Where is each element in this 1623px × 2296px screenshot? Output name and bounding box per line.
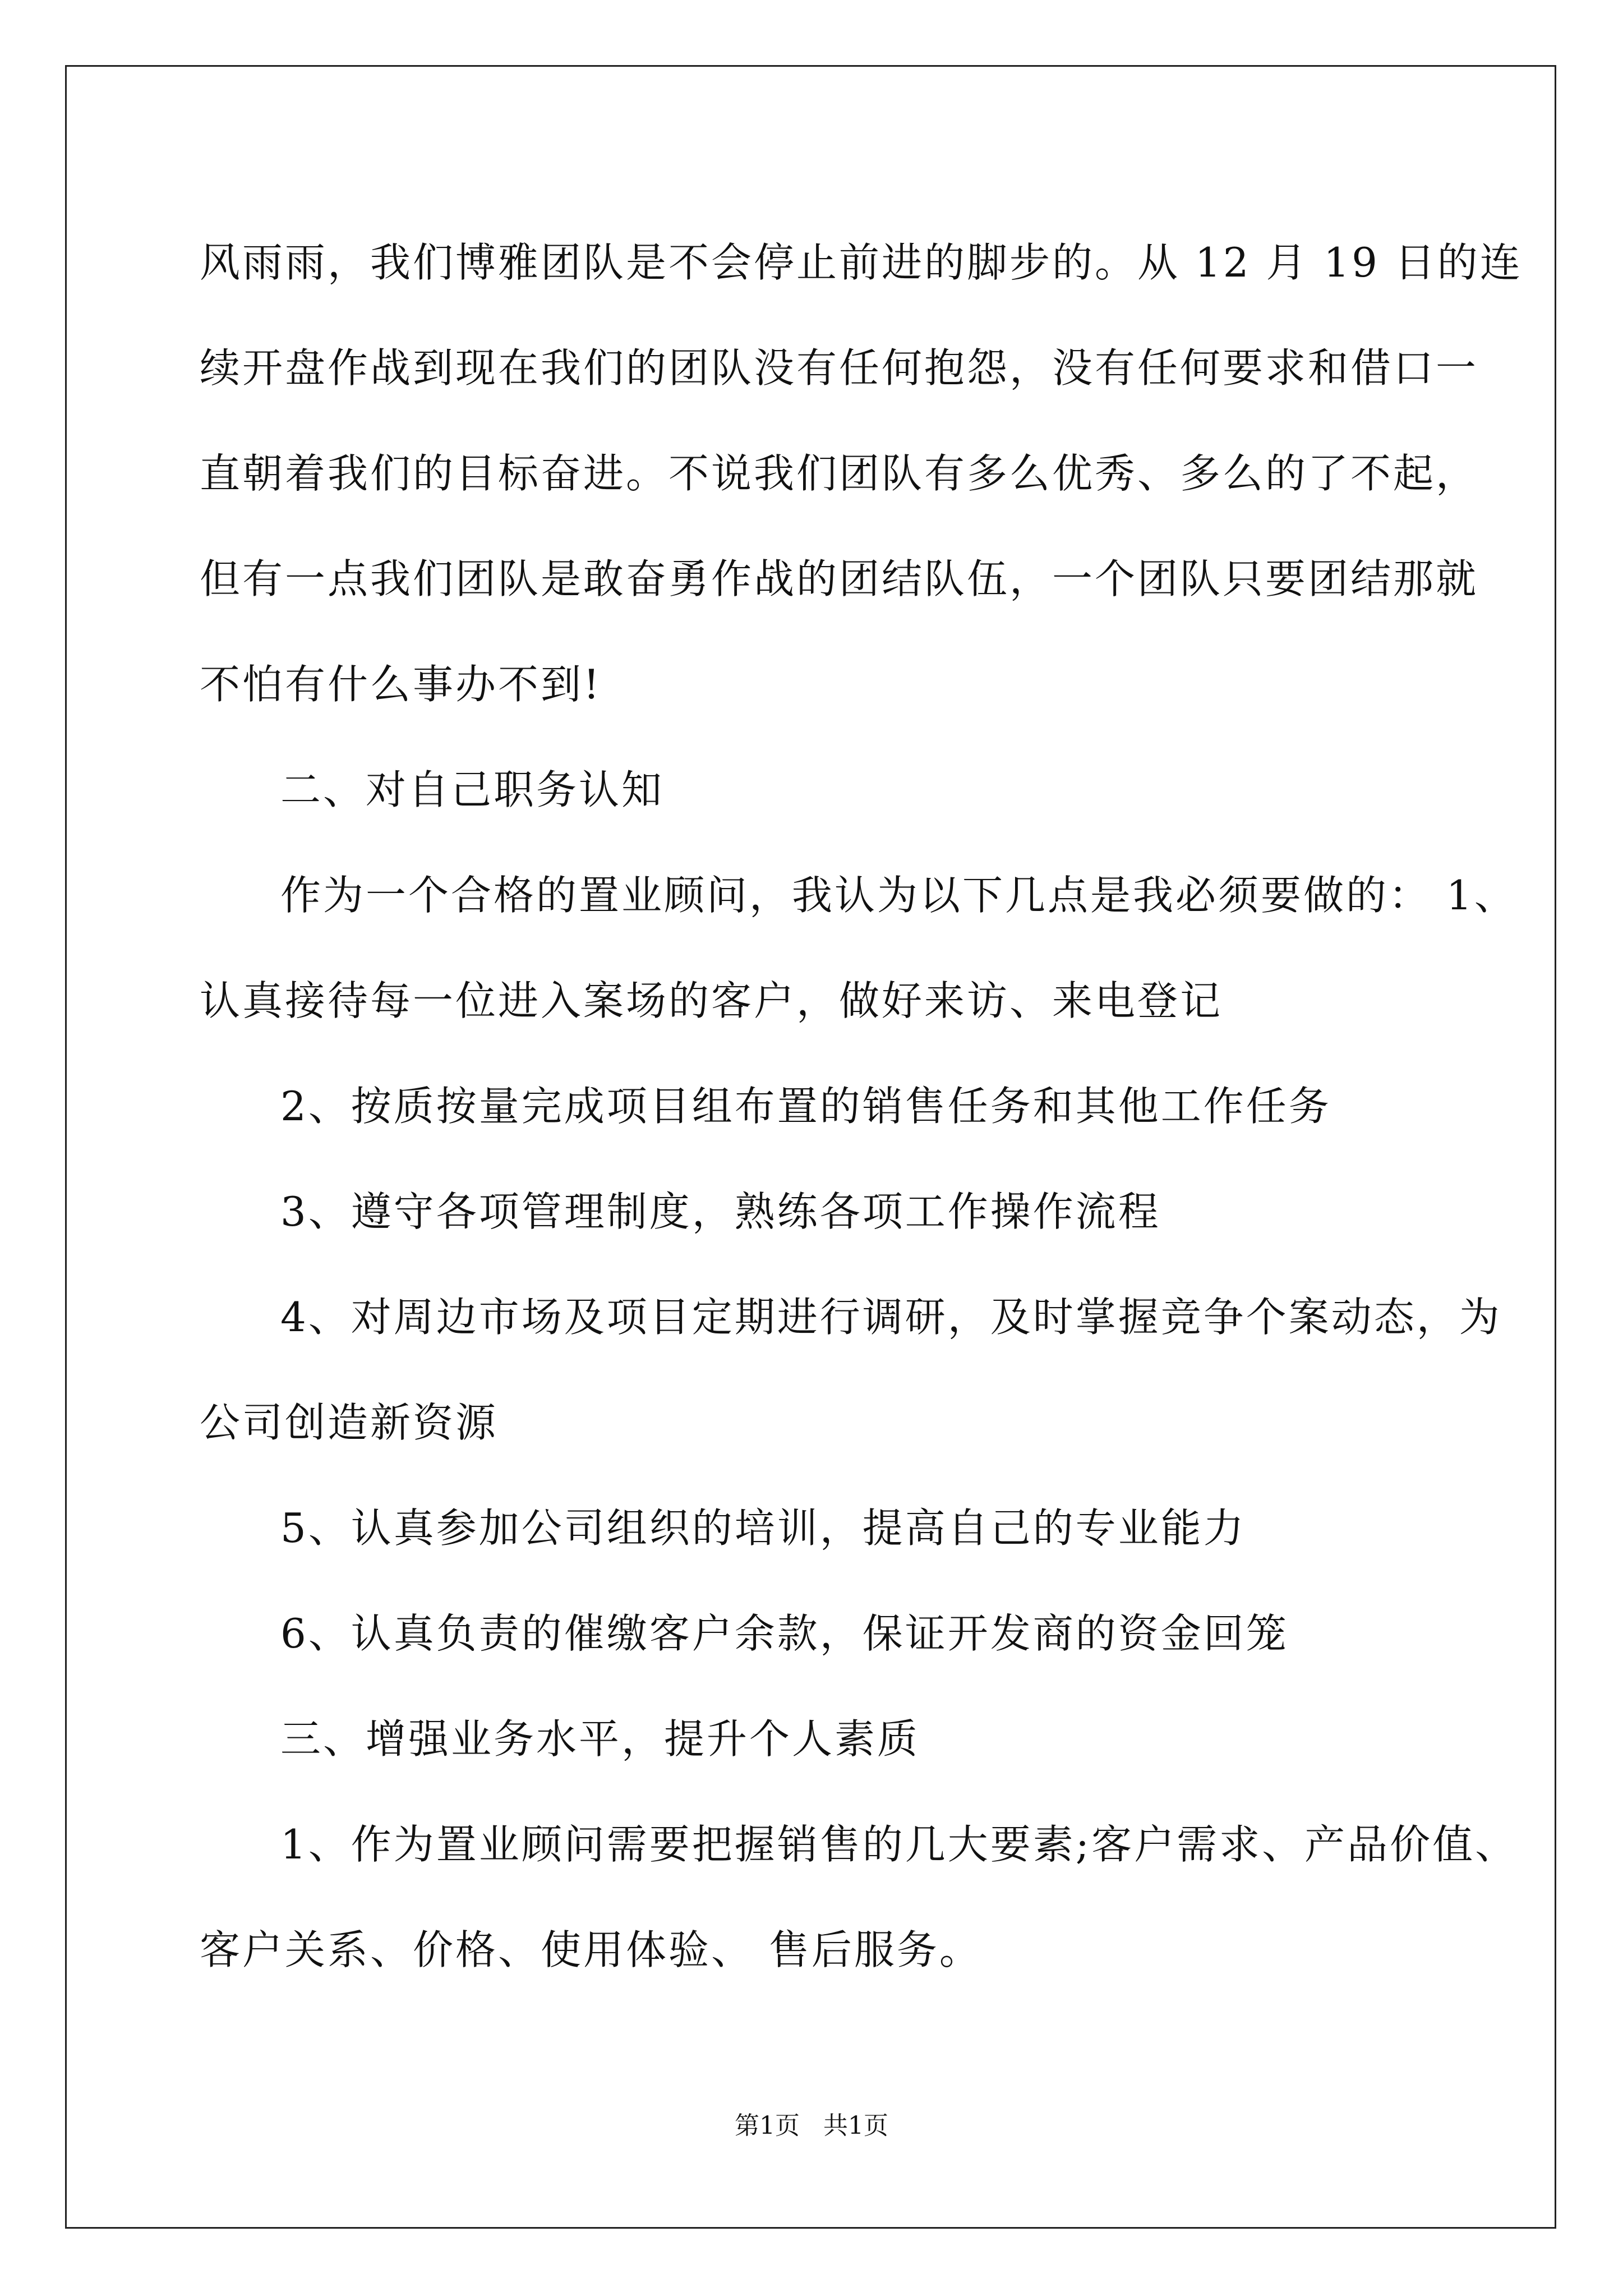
paragraph-line: 不怕有什么事办不到! [200, 661, 602, 708]
document-body [200, 210, 1523, 2003]
list-item: 3、遵守各项管理制度，熟练各项工作操作流程 [280, 1188, 1161, 1235]
page-number: 第1页 [735, 2111, 800, 2140]
paragraph-line: 风雨雨，我们博雅团队是不会停止前进的脚步的。从 12 月 19 日的连 [200, 239, 1523, 286]
list-item: 5、认真参加公司组织的培训，提高自己的专业能力 [280, 1504, 1246, 1552]
paragraph-line: 续开盘作战到现在我们的团队没有任何抱怨，没有任何要求和借口一 [200, 344, 1479, 392]
paragraph-line: 客户关系、价格、使用体验、 售后服务。 [200, 1926, 982, 1973]
paragraph-line: 作为一个合格的置业顾问，我认为以下几点是我必须要做的： 1、 [280, 872, 1517, 919]
paragraph-line: 直朝着我们的目标奋进。不说我们团队有多么优秀、多么的了不起， [200, 450, 1479, 497]
list-item: 6、认真负责的催缴客户余款，保证开发商的资金回笼 [280, 1610, 1289, 1657]
page-total: 共1页 [823, 2111, 888, 2140]
list-item: 2、按质按量完成项目组布置的销售任务和其他工作任务 [280, 1083, 1331, 1130]
page-footer [0, 2109, 1623, 2143]
section-heading: 二、对自己职务认知 [280, 766, 665, 813]
paragraph-line: 但有一点我们团队是敢奋勇作战的团结队伍，一个团队只要团结那就 [200, 555, 1479, 602]
section-heading: 三、增强业务水平，提升个人素质 [280, 1715, 920, 1763]
list-item: 4、对周边市场及项目定期进行调研，及时掌握竞争个案动态，为 [280, 1294, 1502, 1341]
paragraph-line: 认真接待每一位进入案场的客户，做好来访、来电登记 [200, 977, 1223, 1024]
paragraph-line: 公司创造新资源 [200, 1399, 499, 1446]
list-item: 1、作为置业顾问需要把握销售的几大要素;客户需求、产品价值、 [280, 1821, 1518, 1868]
